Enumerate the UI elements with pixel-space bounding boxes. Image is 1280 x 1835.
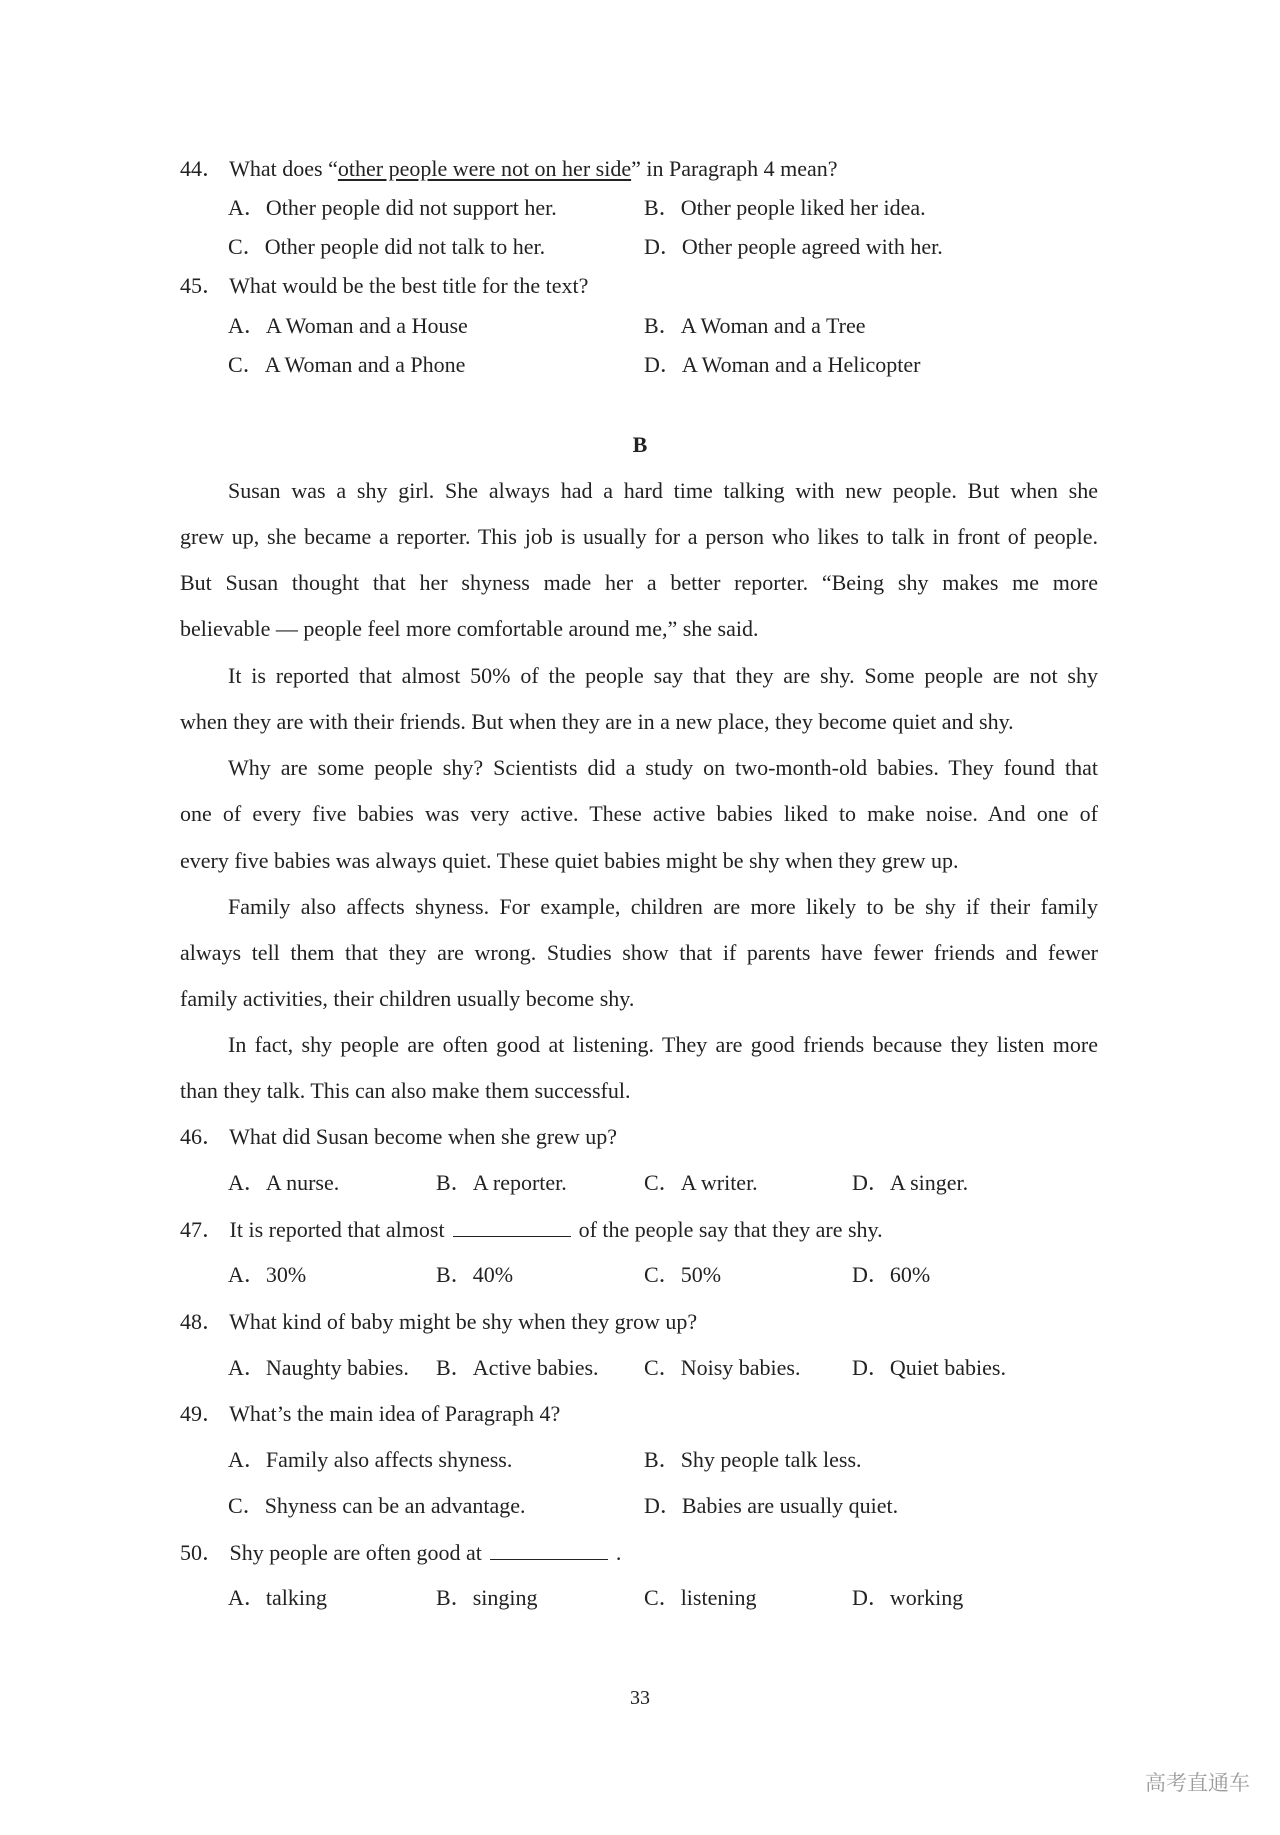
question-text: What does “: [229, 156, 338, 181]
option-49-c: C．Shyness can be an advantage.: [228, 1493, 526, 1518]
option-49-d: D．Babies are usually quiet.: [644, 1493, 899, 1518]
option-48-b: B．Active babies.: [436, 1355, 599, 1380]
passage-line: family activities, their children usually become shy.: [180, 986, 635, 1011]
question-text: Shy people are often good at: [229, 1540, 482, 1565]
passage-line: Why are some people shy? Scientists did a study on two-month-old babies. They found that: [228, 755, 1098, 780]
answer-blank: [453, 1218, 571, 1237]
passage-line: always tell them that they are wrong. Studies show that if parents have fewer friends and fewer: [180, 940, 1098, 965]
question-number: 47．: [180, 1217, 225, 1242]
passage-line: It is reported that almost 50% of the people say that they are shy. Some people are not shy: [228, 663, 1098, 688]
question-text: What would be the best title for the text?: [229, 273, 589, 298]
option-46-a: A．A nurse.: [228, 1170, 340, 1195]
underlined-phrase: other people were not on her side: [337, 156, 632, 181]
option-45-a: A．A Woman and a House: [228, 313, 468, 338]
passage-line: grew up, she became a reporter. This job is usually for a person who likes to talk in front of people.: [180, 524, 1098, 549]
passage-line: But Susan thought that her shyness made her a better reporter. “Being shy makes me more: [180, 570, 1098, 595]
passage-line: Susan was a shy girl. She always had a hard time talking with new people. But when she: [228, 478, 1098, 503]
passage-line: one of every five babies was very active. These active babies liked to make noise. And one of: [180, 801, 1098, 826]
question-number: 44．: [180, 156, 225, 181]
option-50-a: A．talking: [228, 1585, 327, 1610]
option-46-d: D．A singer.: [852, 1170, 969, 1195]
option-48-a: A．Naughty babies.: [228, 1355, 409, 1380]
question-number: 45．: [180, 273, 225, 298]
section-title: B: [632, 432, 648, 457]
passage-line: every five babies was always quiet. These quiet babies might be shy when they grew up.: [180, 848, 959, 873]
option-48-c: C．Noisy babies.: [644, 1355, 801, 1380]
watermark: 高考直通车: [1145, 1771, 1250, 1795]
question-44-stem: [180, 158, 838, 180]
page-number: 33: [630, 1687, 650, 1709]
question-47-stem: [180, 1218, 883, 1241]
question-text: What did Susan become when she grew up?: [229, 1124, 618, 1149]
question-46-stem: [180, 1126, 617, 1148]
option-45-c: C．A Woman and a Phone: [228, 352, 466, 377]
question-text: What’s the main idea of Paragraph 4?: [229, 1401, 561, 1426]
passage-line: than they talk. This can also make them successful.: [180, 1078, 631, 1103]
question-49-stem: [180, 1403, 560, 1425]
question-text: It is reported that almost: [229, 1217, 445, 1242]
question-45-stem: [180, 275, 588, 297]
option-47-d: D．60%: [852, 1262, 931, 1287]
question-text: ” in Paragraph 4 mean?: [631, 156, 838, 181]
option-44-b: B．Other people liked her idea.: [644, 195, 926, 220]
question-text: What kind of baby might be shy when they grow up?: [229, 1309, 698, 1334]
option-47-b: B．40%: [436, 1262, 514, 1287]
option-44-c: C．Other people did not talk to her.: [228, 234, 546, 259]
option-44-a: A．Other people did not support her.: [228, 195, 557, 220]
question-number: 49．: [180, 1401, 225, 1426]
option-48-d: D．Quiet babies.: [852, 1355, 1006, 1380]
question-text: of the people say that they are shy.: [578, 1217, 883, 1242]
option-49-b: B．Shy people talk less.: [644, 1447, 862, 1472]
passage-line: In fact, shy people are often good at listening. They are good friends because they listen more: [228, 1032, 1098, 1057]
answer-blank: [490, 1541, 608, 1560]
option-46-b: B．A reporter.: [436, 1170, 567, 1195]
option-46-c: C．A writer.: [644, 1170, 758, 1195]
option-47-a: A．30%: [228, 1262, 307, 1287]
passage-line: when they are with their friends. But when they are in a new place, they become quiet and shy.: [180, 709, 1014, 734]
question-number: 50．: [180, 1540, 225, 1565]
question-text: .: [615, 1540, 622, 1565]
option-45-b: B．A Woman and a Tree: [644, 313, 866, 338]
option-44-d: D．Other people agreed with her.: [644, 234, 943, 259]
question-number: 46．: [180, 1124, 225, 1149]
question-number: 48．: [180, 1309, 225, 1334]
option-49-a: A．Family also affects shyness.: [228, 1447, 513, 1472]
option-47-c: C．50%: [644, 1262, 722, 1287]
option-50-d: D．working: [852, 1585, 964, 1610]
passage-line: Family also affects shyness. For example, children are more likely to be shy if their family: [228, 894, 1098, 919]
question-50-stem: [180, 1541, 621, 1564]
option-45-d: D．A Woman and a Helicopter: [644, 352, 921, 377]
question-48-stem: [180, 1311, 697, 1333]
passage-line: believable — people feel more comfortable around me,” she said.: [180, 616, 759, 641]
option-50-b: B．singing: [436, 1585, 538, 1610]
option-50-c: C．listening: [644, 1585, 757, 1610]
